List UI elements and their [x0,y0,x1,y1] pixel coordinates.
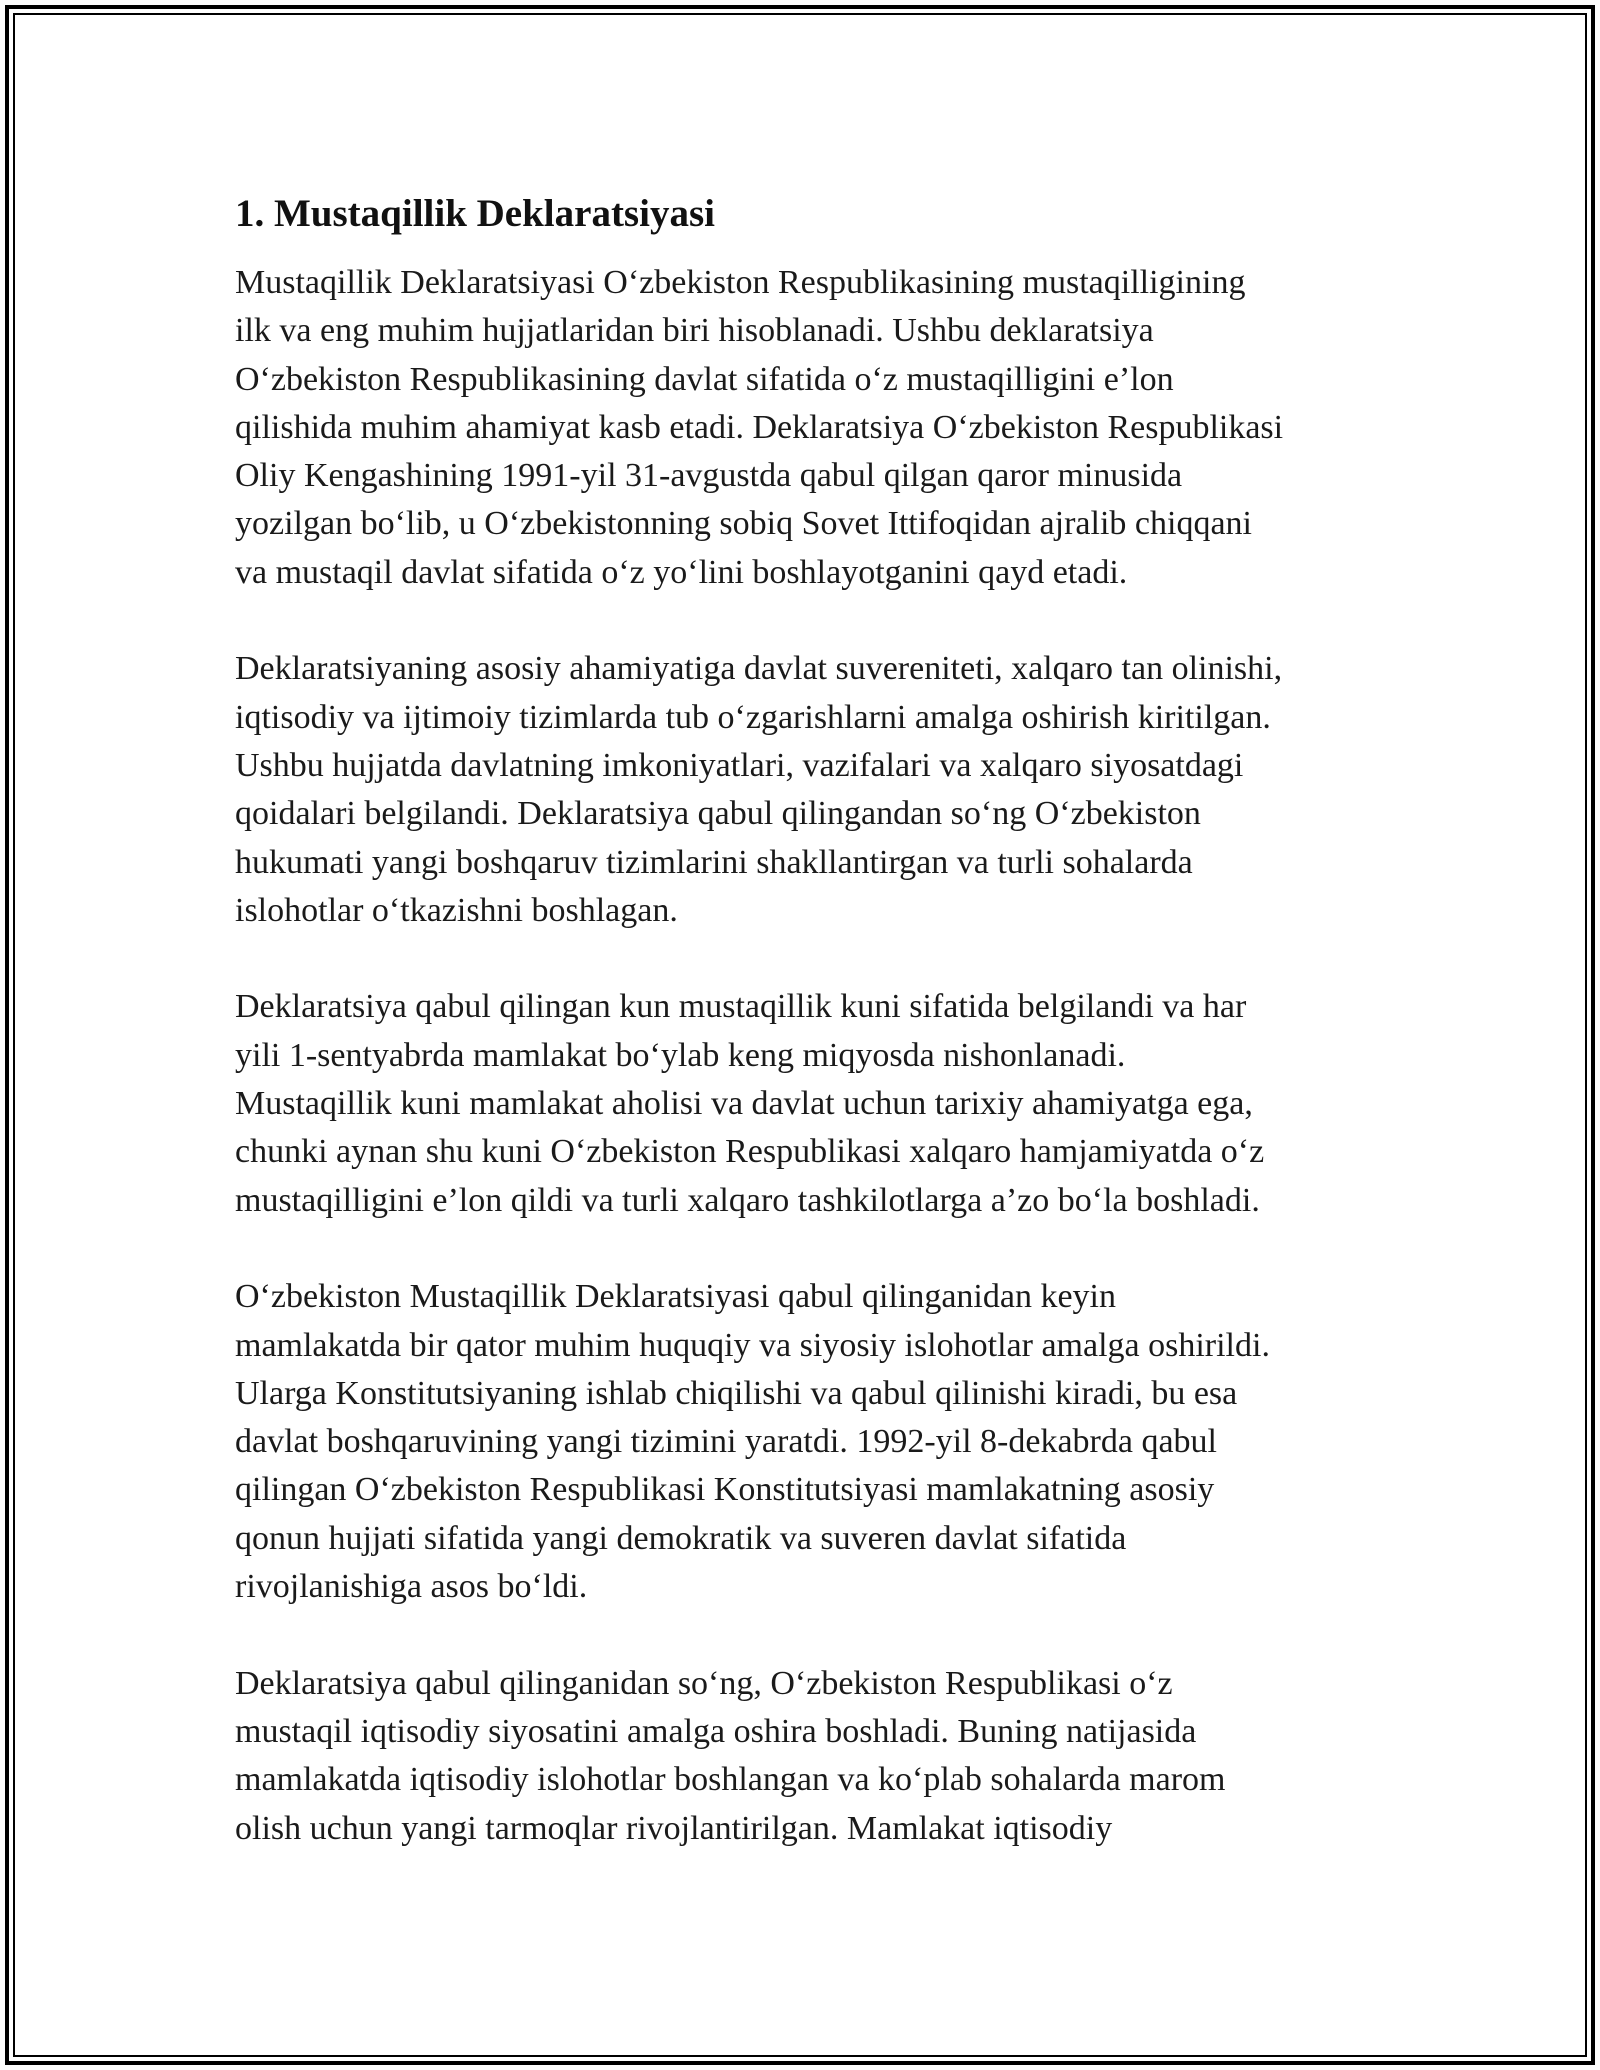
text-line: olish uchun yangi tarmoqlar rivojlantirilgan. Mamlakat iqtisodiy [235,1809,1113,1847]
text-line: hukumati yangi boshqaruv tizimlarini shakllantirgan va turli sohalarda [235,843,1193,881]
text-line: qonun hujjati sifatida yangi demokratik va suveren davlat sifatida [235,1519,1127,1557]
paragraph-1 [235,259,1375,597]
text-line: O‘zbekiston Mustaqillik Deklaratsiyasi qabul qilinganidan keyin [235,1278,1116,1316]
text-line: va mustaqil davlat sifatida o‘z yo‘lini boshlayotganini qayd etadi. [235,553,1128,591]
text-line: mustaqilligini e’lon qildi va turli xalqaro tashkilotlarga a’zo bo‘la boshladi. [235,1181,1260,1219]
text-line: davlat boshqaruvining yangi tizimini yaratdi. 1992-yil 8-dekabrda qabul [235,1423,1217,1461]
text-line: qilingan O‘zbekiston Respublikasi Konstitutsiyasi mamlakatning asosiy [235,1471,1215,1509]
document-body [235,190,1375,1901]
text-line: islohotlar o‘tkazishni boshlagan. [235,891,678,929]
text-line: Deklaratsiya qabul qilinganidan so‘ng, O‘zbekiston Respublikasi o‘z [235,1664,1173,1702]
text-line: O‘zbekiston Respublikasining davlat sifatida o‘z mustaqilligini e’lon [235,360,1174,398]
text-line: Ushbu hujjatda davlatning imkoniyatlari, vazifalari va xalqaro siyosatdagi [235,746,1244,784]
document-title: 1. Mustaqillik Deklaratsiyasi [235,192,715,235]
text-line: Deklaratsiya qabul qilingan kun mustaqillik kuni sifatida belgilandi va har [235,988,1247,1026]
paragraph-3 [235,983,1375,1224]
text-line: Ularga Konstitutsiyaning ishlab chiqilishi va qabul qilinishi kiradi, bu esa [235,1374,1238,1412]
text-line: qilishida muhim ahamiyat kasb etadi. Deklaratsiya O‘zbekiston Respublikasi [235,408,1284,446]
paragraph-4 [235,1273,1375,1611]
text-line: mustaqil iqtisodiy siyosatini amalga oshira boshladi. Buning natijasida [235,1712,1197,1750]
text-line: mamlakatda bir qator muhim huquqiy va siyosiy islohotlar amalga oshirildi. [235,1326,1270,1364]
text-line: yozilgan bo‘lib, u O‘zbekistonning sobiq Sovet Ittifoqidan ajralib chiqqani [235,505,1252,543]
paragraph-2 [235,645,1375,935]
text-line: Mustaqillik Deklaratsiyasi O‘zbekiston Respublikasining mustaqilligining [235,264,1246,301]
text-line: yili 1-sentyabrda mamlakat bo‘ylab keng miqyosda nishonlanadi. [235,1036,1126,1074]
text-line: iqtisodiy va ijtimoiy tizimlarda tub o‘zgarishlarni amalga oshirish kiritilgan. [235,698,1271,736]
text-line: Mustaqillik kuni mamlakat aholisi va davlat uchun tarixiy ahamiyatga ega, [235,1085,1253,1123]
text-line: rivojlanishiga asos bo‘ldi. [235,1568,588,1606]
text-line: mamlakatda iqtisodiy islohotlar boshlangan va ko‘plab sohalarda marom [235,1761,1226,1799]
paragraph-5 [235,1660,1375,1853]
text-line: Deklaratsiyaning asosiy ahamiyatiga davlat suvereniteti, xalqaro tan olinishi, [235,650,1283,688]
text-line: qoidalari belgilandi. Deklaratsiya qabul qilingandan so‘ng O‘zbekiston [235,795,1201,833]
text-line: Oliy Kengashining 1991-yil 31-avgustda qabul qilgan qaror minusida [235,457,1183,495]
text-line: ilk va eng muhim hujjatlaridan biri hisoblanadi. Ushbu deklaratsiya [235,312,1154,350]
text-line: chunki aynan shu kuni O‘zbekiston Respublikasi xalqaro hamjamiyatda o‘z [235,1133,1265,1171]
